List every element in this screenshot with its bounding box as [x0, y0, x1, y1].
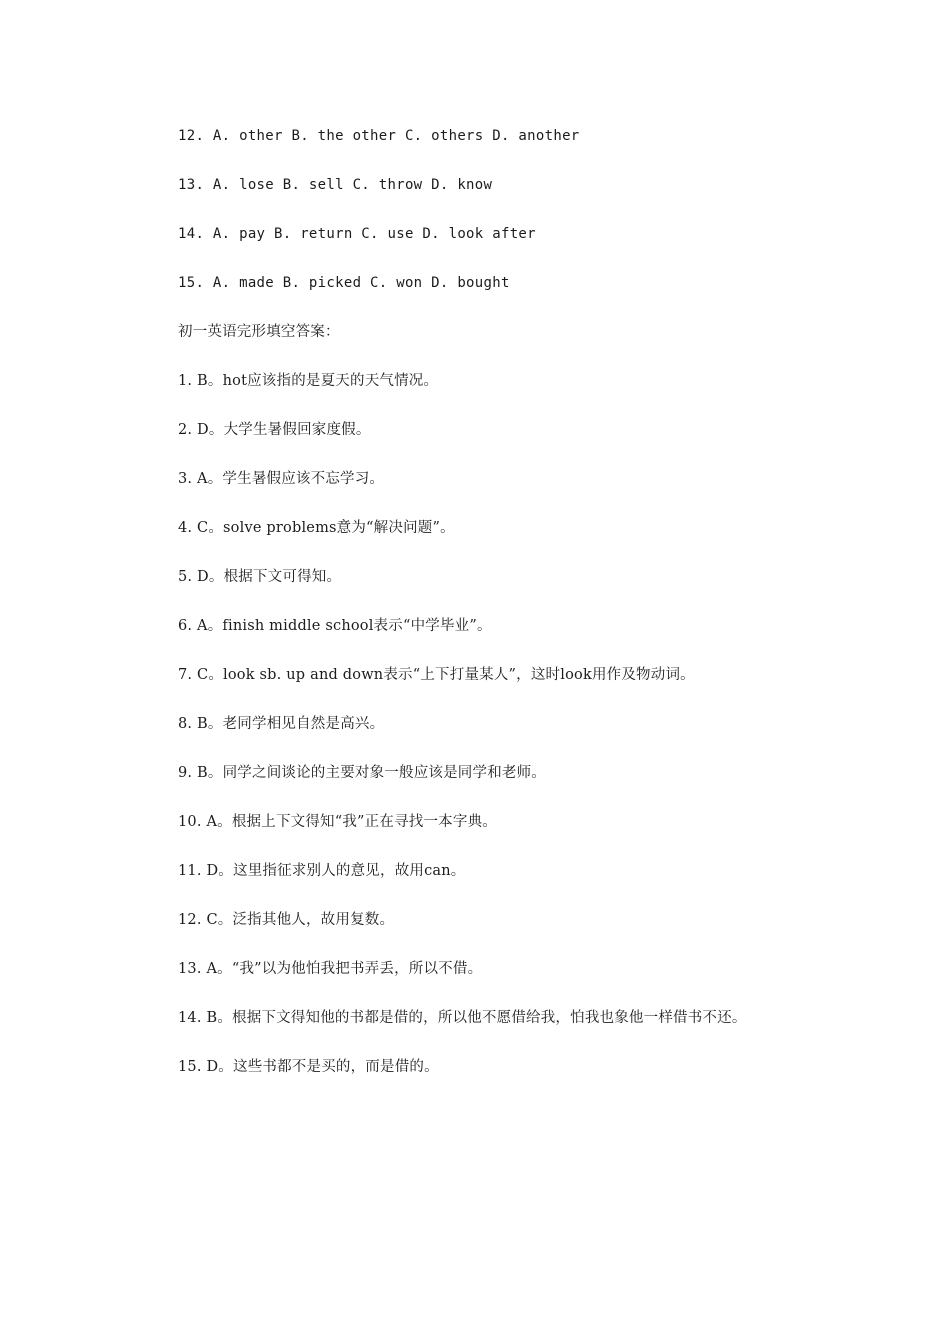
- answer-line-1: 1. B。hot应该指的是夏天的天气情况。: [178, 373, 439, 389]
- answer-line-14: 14. B。根据下文得知他的书都是借的，所以他不愿借给我，怕我也象他一样借书不还。: [178, 1010, 747, 1026]
- answer-line-2: 2. D。大学生暑假回家度假。: [178, 422, 371, 438]
- answer-line-9: 9. B。同学之间谈论的主要对象一般应该是同学和老师。: [178, 765, 546, 781]
- answer-line-7: 7. C。look sb. up and down表示“上下打量某人”，这时look用作及物动词。: [178, 667, 695, 683]
- document-page: [178, 122, 918, 1102]
- option-line-12: 12. A. other B. the other C. others D. another: [178, 128, 580, 144]
- answer-line-8: 8. B。老同学相见自然是高兴。: [178, 716, 385, 732]
- answer-line-3: 3. A。学生暑假应该不忘学习。: [178, 471, 385, 487]
- answer-line-15: 15. D。这些书都不是买的，而是借的。: [178, 1059, 439, 1075]
- option-line-13: 13. A. lose B. sell C. throw D. know: [178, 177, 493, 193]
- option-line-15: 15. A. made B. picked C. won D. bought: [178, 275, 510, 291]
- answer-line-10: 10. A。根据上下文得知“我”正在寻找一本字典。: [178, 814, 497, 830]
- answer-line-11: 11. D。这里指征求别人的意见，故用can。: [178, 863, 466, 879]
- answers-heading: 初一英语完形填空答案：: [178, 324, 340, 340]
- option-line-14: 14. A. pay B. return C. use D. look after: [178, 226, 536, 242]
- answer-line-12: 12. C。泛指其他人，故用复数。: [178, 912, 395, 928]
- answer-line-6: 6. A。finish middle school表示“中学毕业”。: [178, 618, 492, 634]
- answer-line-13: 13. A。“我”以为他怕我把书弄丢，所以不借。: [178, 961, 483, 977]
- answer-line-4: 4. C。solve problems意为“解决问题”。: [178, 520, 455, 536]
- answer-line-5: 5. D。根据下文可得知。: [178, 569, 342, 585]
